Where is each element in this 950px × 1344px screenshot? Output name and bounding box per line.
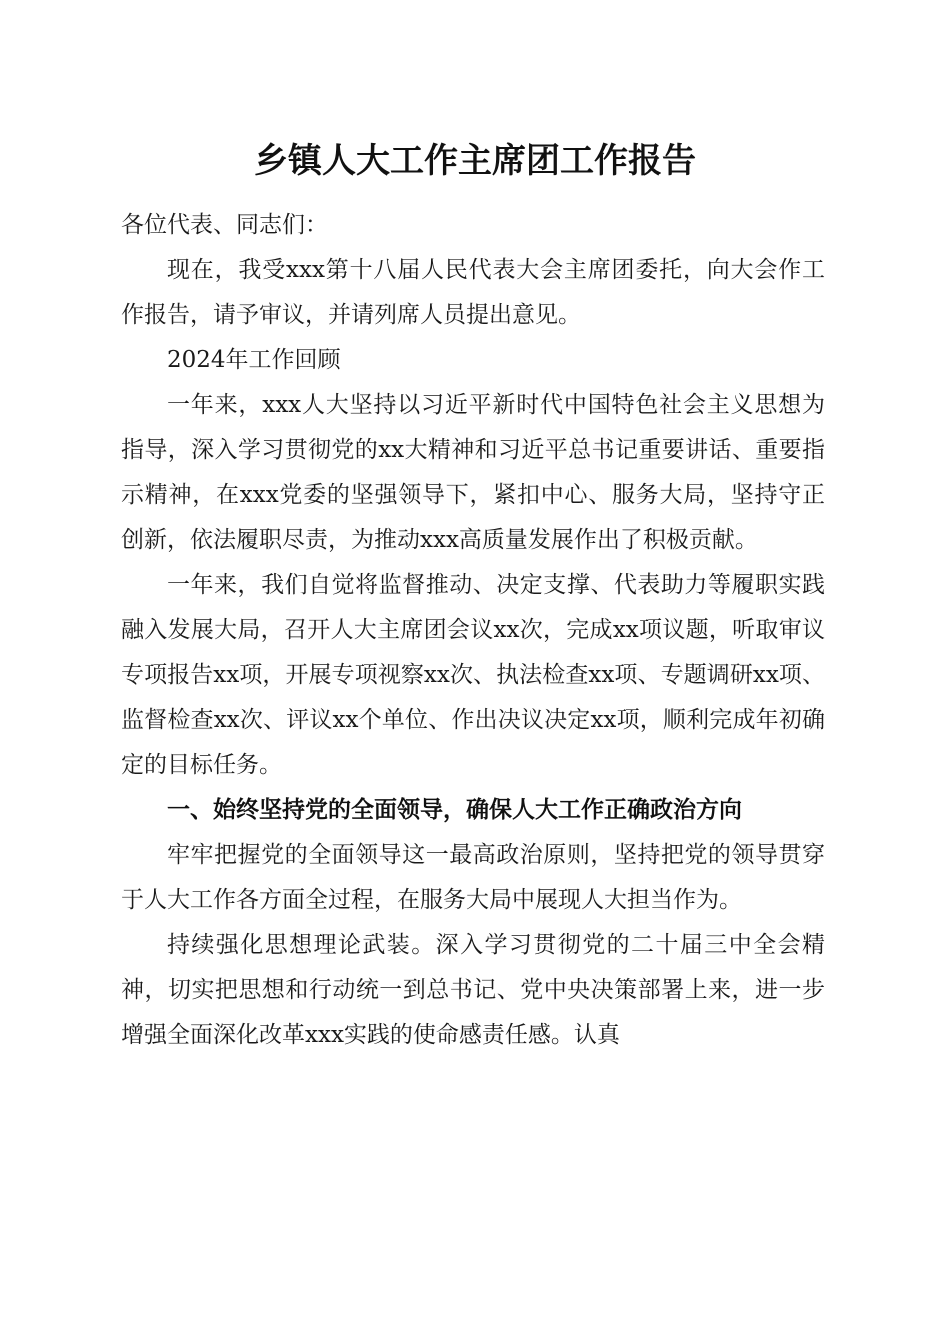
paragraph-summary: 一年来，xxx人大坚持以习近平新时代中国特色社会主义思想为指导，深入学习贯彻党的xx大精神和习近平总书记重要讲话、重要指示精神，在xxx党委的坚强领导下，紧扣中心、服务大局，坚持守正创新，依法履职尽责，为推动xxx高质量发展作出了积极贡献。 xyxy=(121,392,825,553)
paragraph-intro: 现在，我受xxx第十八届人民代表大会主席团委托，向大会作工作报告，请予审议，并请列席人员提出意见。 xyxy=(121,257,825,328)
paragraph-achievements: 一年来，我们自觉将监督推动、决定支撑、代表助力等履职实践融入发展大局，召开人大主席团会议xx次，完成xx项议题，听取审议专项报告xx项，开展专项视察xx次、执法检查xx项、专题调研xx项、监督检查xx次、评议xx个单位、作出决议决定xx项，顺利完成年初确定的目标任务。 xyxy=(121,572,825,778)
section-heading: 一、始终坚持党的全面领导，确保人大工作正确政治方向 xyxy=(167,797,742,823)
section-paragraph: 牢牢把握党的全面领导这一最高政治原则，坚持把党的领导贯穿于人大工作各方面全过程，在服务大局中展现人大担当作为。 xyxy=(121,842,825,913)
document-body xyxy=(121,203,825,1058)
paragraph-review-heading: 2024年工作回顾 xyxy=(167,347,341,373)
salutation: 各位代表、同志们： xyxy=(121,212,328,238)
section-paragraph: 持续强化思想理论武装。深入学习贯彻党的二十届三中全会精神，切实把思想和行动统一到总书记、党中央决策部署上来，进一步增强全面深化改革xxx实践的使命感责任感。认真 xyxy=(121,932,825,1048)
document-title: 乡镇人大工作主席团工作报告 xyxy=(254,141,696,181)
